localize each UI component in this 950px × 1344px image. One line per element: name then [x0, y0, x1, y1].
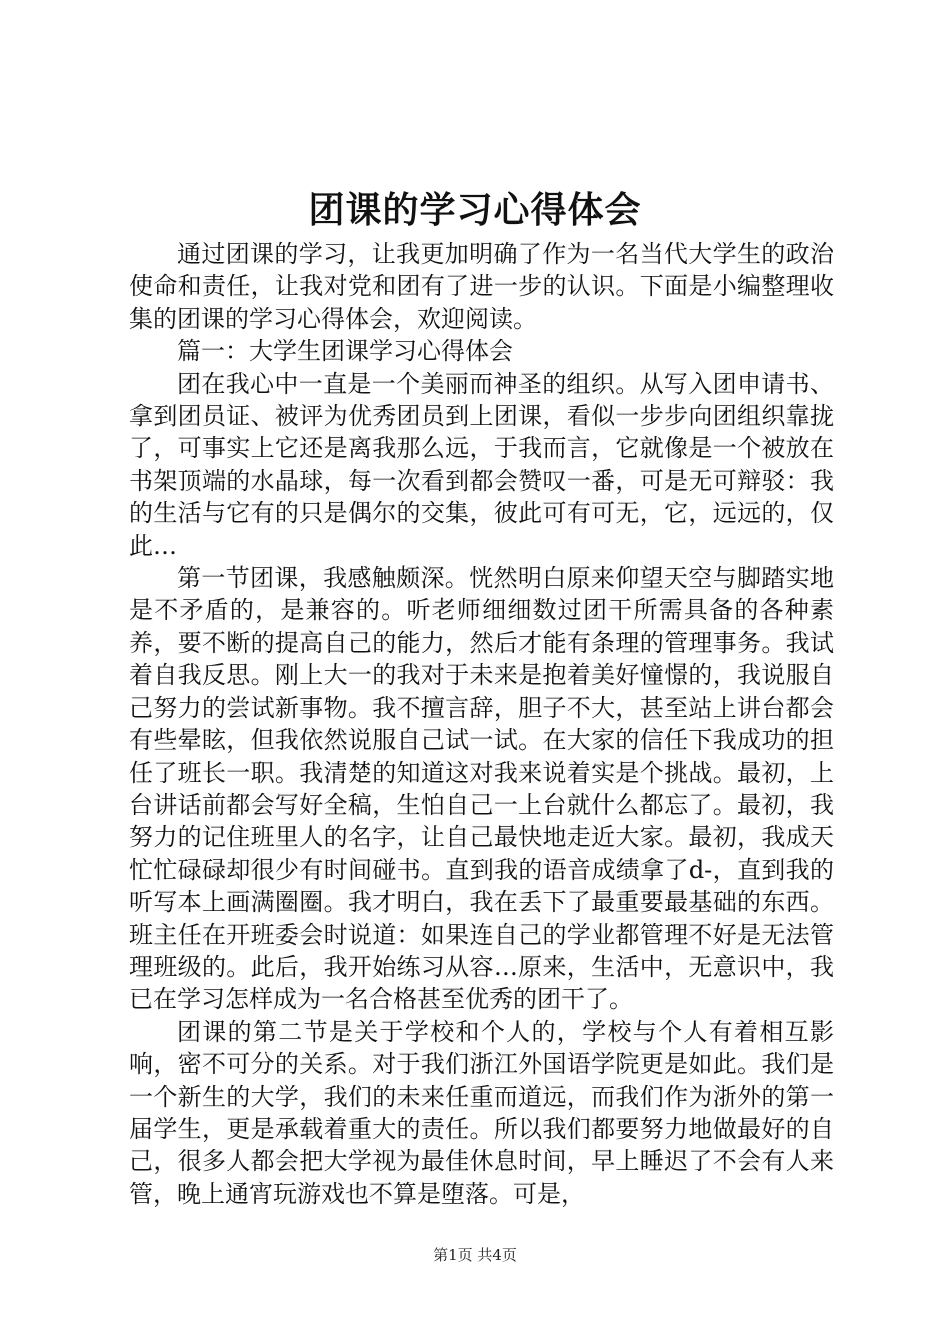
document-body: [129, 238, 834, 1210]
paragraph-intro: 通过团课的学习，让我更加明确了作为一名当代大学生的政治使命和责任，让我对党和团有了进一步的认识。下面是小编整理收集的团课的学习心得体会，欢迎阅读。: [129, 240, 834, 333]
paragraph: 团在我心中一直是一个美丽而神圣的组织。从写入团申请书、拿到团员证、被评为优秀团员到上团课，看似一步步向团组织靠拢了，可事实上它还是离我那么远，于我而言，它就像是一个被放在书架顶端的水晶球，每一次看到都会赞叹一番，可是无可辩驳：我的生活与它有的只是偶尔的交集，彼此可有可无，它，远远的，仅此…: [129, 369, 834, 560]
section-heading: 篇一：大学生团课学习心得体会: [177, 337, 513, 366]
paragraph: 团课的第二节是关于学校和个人的，学校与个人有着相互影响，密不可分的关系。对于我们浙江外国语学院更是如此。我们是一个新生的大学，我们的未来任重而道远，而我们作为浙外的第一届学生，更是承载着重大的责任。所以我们都要努力地做最好的自己，很多人都会把大学视为最佳休息时间，早上睡迟了不会有人来管，晚上通宵玩游戏也不算是堕落。可是，: [129, 1017, 834, 1208]
page-number-footer: 第1页 共4页: [433, 1246, 517, 1264]
paragraph: 第一节团课，我感触颇深。恍然明白原来仰望天空与脚踏实地是不矛盾的，是兼容的。听老师细细数过团干所需具备的各种素养，要不断的提高自己的能力，然后才能有条理的管理事务。我试着自我反思。刚上大一的我对于未来是抱着美好憧憬的，我说服自己努力的尝试新事物。我不擅言辞，胆子不大，甚至站上讲台都会有些晕眩，但我依然说服自己试一试。在大家的信任下我成功的担任了班长一职。我清楚的知道这对我来说着实是个挑战。最初，上台讲话前都会写好全稿，生怕自己一上台就什么都忘了。最初，我努力的记住班里人的名字，让自己最快地走近大家。最初，我成天忙忙碌碌却很少有时间碰书。直到我的语音成绩拿了d-，直到我的听写本上画满圈圈。我才明白，我在丢下了最重要最基础的东西。班主任在开班委会时说道：如果连自己的学业都管理不好是无法管理班级的。此后，我开始练习从容…原来，生活中，无意识中，我已在学习怎样成为一名合格甚至优秀的团干了。: [129, 564, 834, 1014]
document-title: 团课的学习心得体会: [308, 189, 642, 231]
